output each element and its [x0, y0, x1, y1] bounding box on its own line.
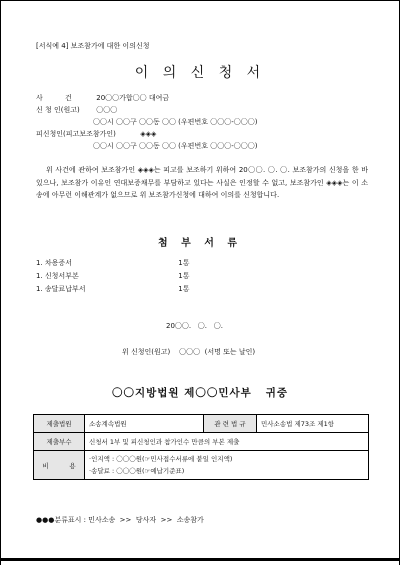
attachment-item [36, 284, 189, 294]
table-row [34, 433, 369, 451]
classification-footer: ●●●분류표시 : 민사소송 >> 당사자 >> 소송참가 [36, 516, 204, 524]
delivery-fee-line: ·송달료 : 〇〇〇원(☞예납기준표) [89, 467, 185, 475]
attachment-name: 1. 신청서부본 [36, 272, 79, 280]
case-value: 20〇〇가합〇〇 대여금 [96, 94, 170, 102]
attachments-title: 첨 부 서 류 [157, 238, 243, 249]
attachment-name: 1. 송달료납부서 [36, 285, 86, 293]
table-row [34, 451, 369, 480]
court-label: 제출법원 [34, 415, 85, 433]
copies-value: 신청서 1부 및 피신청인과 참가인수 만큼의 부본 제출 [85, 433, 369, 451]
respondent-name: ◈◈◈ [140, 130, 157, 138]
law-value: 민사소송법 제73조 제1항 [257, 415, 369, 433]
respondent-address: 〇〇시 〇〇구 〇〇동 〇〇 (우편번호 〇〇〇-〇〇〇) [93, 142, 258, 150]
court-value: 소송계속법원 [85, 415, 204, 433]
case-label: 사 건 [36, 94, 72, 102]
filing-info-table [33, 414, 369, 480]
stamp-fee-line: ·인지액 : 〇〇〇원(☞민사접수서류에 붙일 인지액) [89, 455, 233, 463]
table-row [34, 415, 369, 433]
copies-label: 제출부수 [34, 433, 85, 451]
applicant-row [36, 105, 117, 115]
attachment-count: 1통 [178, 285, 190, 293]
left-border [0, 0, 1, 565]
cost-value [85, 451, 369, 480]
applicant-address: 〇〇시 〇〇구 〇〇동 〇〇 (우편번호 〇〇〇-〇〇〇) [93, 118, 258, 126]
case-row [36, 93, 169, 103]
court-addressee: 〇〇지방법원 제〇〇민사부 귀중 [111, 387, 289, 399]
attachment-count: 1통 [178, 259, 190, 267]
document-title: 이 의 신 청 서 [134, 65, 266, 81]
attachment-item [36, 258, 189, 268]
signature-line: 위 신청인(원고) 〇〇〇 (서명 또는 날인) [122, 348, 256, 356]
attachment-count: 1통 [178, 272, 190, 280]
attachment-item [36, 271, 189, 281]
applicant-name: 〇〇〇 [96, 106, 118, 114]
cost-label: 비 용 [34, 451, 85, 480]
filing-date: 20〇〇. 〇. 〇. [166, 322, 223, 330]
attachment-name: 1. 차용증서 [36, 259, 72, 267]
respondent-label: 피신청인(피고보조참가인) [36, 130, 116, 138]
body-paragraph: 위 사건에 관하여 보조참가인 ◈◈◈는 피고를 보조하기 위하여 20〇〇. 〇. 〇. 보조참가의 신청을 한 바 있으나, 보조참가 이유인 연대보증채무를 부담하고 있다는 사실은 인정할 수 없고, 보조참가인 ◈◈◈는 이 소송에 아무런 이해관계가 없으므로 위 보조참가신청에 대하여 이의를 신청합니다. [36, 166, 368, 199]
respondent-row [36, 129, 156, 139]
top-border [0, 0, 400, 1]
applicant-label: 신 청 인(원고) [36, 106, 80, 114]
form-label: [서식예 4] 보조참가에 대한 이의신청 [36, 42, 150, 50]
law-label: 관 련 법 규 [204, 415, 257, 433]
bottom-border [0, 558, 400, 561]
